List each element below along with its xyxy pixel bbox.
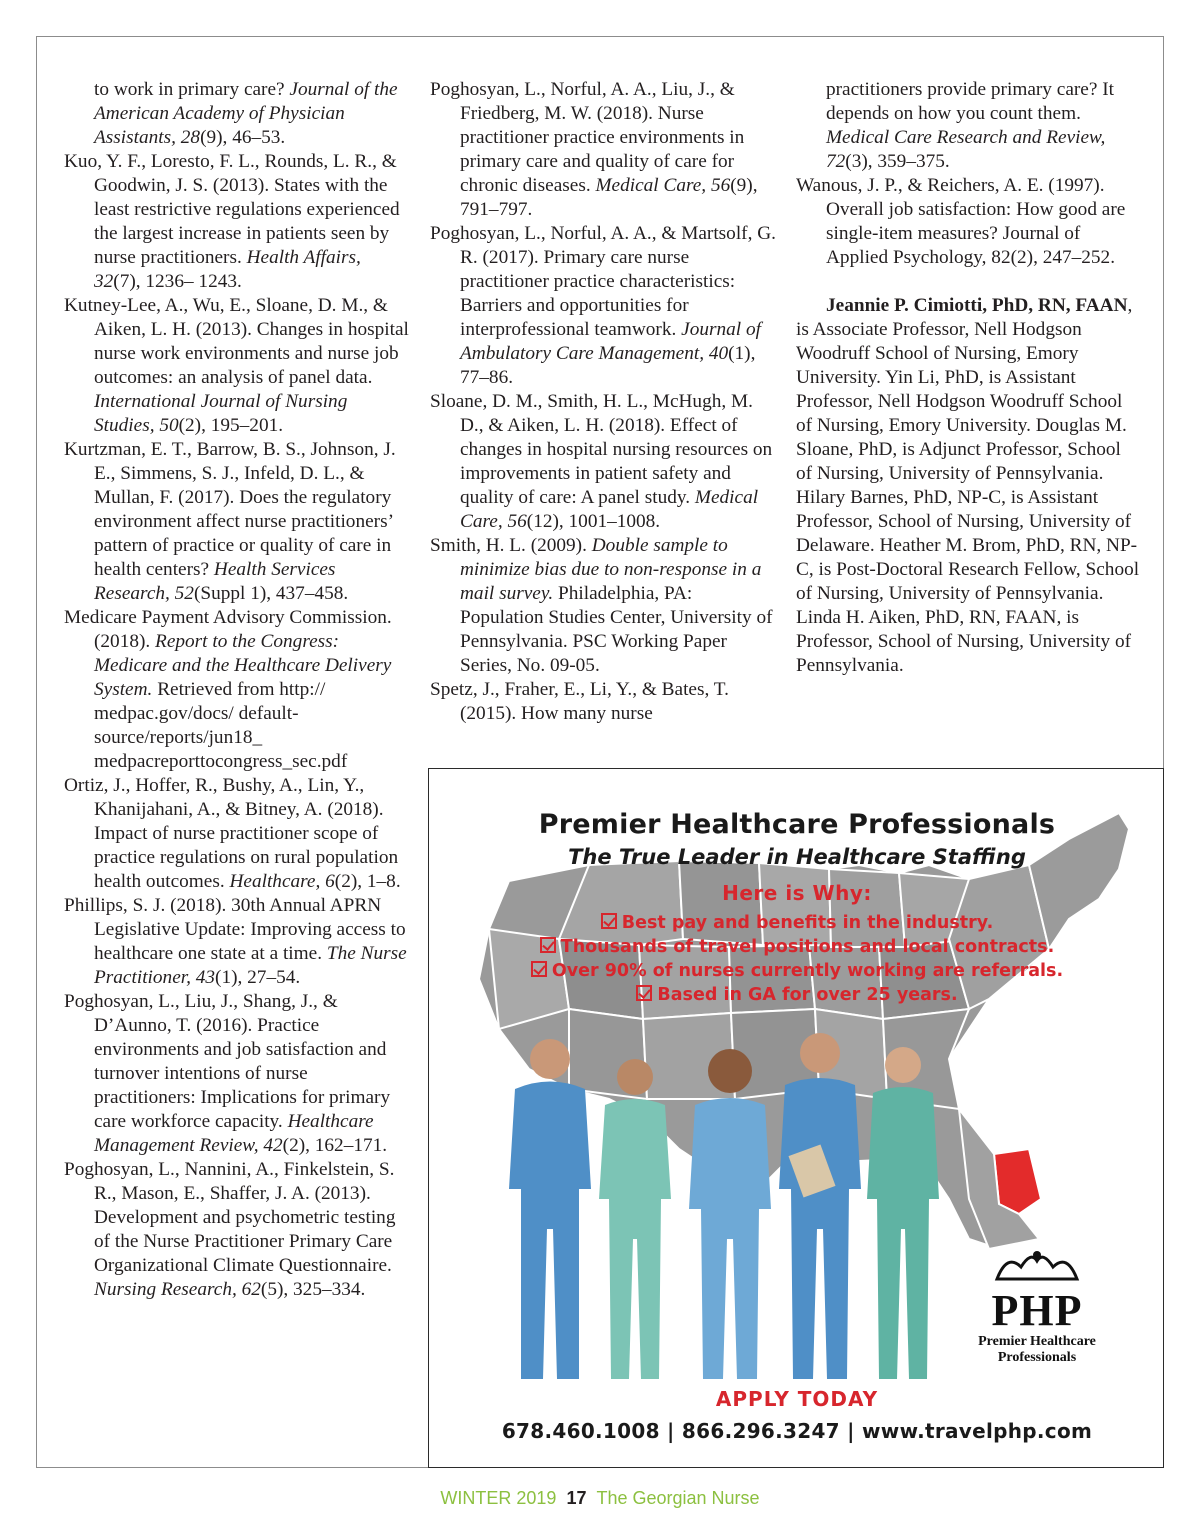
contact-line: 678.460.1008 | 866.296.3247 | www.travelphp.com [501, 1419, 1093, 1443]
reference-entry: Smith, H. L. (2009). Double sample to minimize bias due to non-response in a mail survey. Philadelphia, PA: Population Studies Center, University of Pennsylvania. PSC Working Paper Series, No. 09-05. [430, 535, 773, 676]
reference-entry: Spetz, J., Fraher, E., Li, Y., & Bates, T. (2015). How many nurse [430, 679, 729, 724]
references-column-3 [796, 78, 1140, 678]
author-name: Jeannie P. Cimiotti, PhD, RN, FAAN [826, 295, 1128, 316]
magazine-name: The Georgian Nurse [596, 1488, 760, 1508]
page-footer [0, 1488, 1200, 1509]
nurse-figure [689, 1049, 771, 1379]
ad-why-heading: Here is Why: [722, 881, 872, 905]
ad-title: Premier Healthcare Professionals [538, 809, 1056, 840]
nurses-photo [495, 1019, 965, 1389]
page-number: 17 [566, 1488, 587, 1508]
issue-season: WINTER 2019 [440, 1488, 557, 1508]
ad-bullet: Thousands of travel positions and local contracts. [429, 935, 1164, 959]
reference-entry: practitioners provide primary care? It depends on how you count them. Medical Care Research and Review, 72(3), 359–375. [826, 79, 1115, 172]
nurse-figure [509, 1039, 591, 1379]
reference-entry: Poghosyan, L., Nannini, A., Finkelstein, S. R., Mason, E., Shaffer, J. A. (2013). Development and psychometric testing of the Nurse Practitioner Primary Care Organizational Climate Questionnaire. Nursing Research, 62(5), 325–334. [64, 1159, 396, 1300]
reference-entry: Ortiz, J., Hoffer, R., Bushy, A., Lin, Y., Khanijahani, A., & Bitney, A. (2018). Impact of nurse practitioner scope of practice regulations on rural population health outcomes. Healthcare, 6(2), 1–8. [64, 775, 401, 892]
ad-bullet: Over 90% of nurses currently working are referrals. [429, 959, 1164, 983]
ad-bullet: Best pay and benefits in the industry. [429, 911, 1164, 935]
author-bio: Jeannie P. Cimiotti, PhD, RN, FAAN, is Associate Professor, Nell Hodgson Woodruff School of Nursing, Emory University. Yin Li, PhD, is Assistant Professor, Nell Hodgson Woodruff School of Nursing, Emory University. Douglas M. Sloane, PhD, is Adjunct Professor, School of Nursing, University of Pennsylvania. Hilary Barnes, PhD, NP-C, is Assistant Professor, School of Nursing, University of Delaware. Heather M. Brom, PhD, RN, NP-C, is Post-Doctoral Research Fellow, School of Nursing, University of Pennsylvania. Linda H. Aiken, PhD, RN, FAAN, is Professor, School of Nursing, University of Pennsylvania. [796, 295, 1140, 676]
php-logo: PHP Premier Healthcare Professionals [967, 1247, 1107, 1366]
references-column-1 [64, 78, 410, 1302]
checkbox-icon [636, 985, 652, 1001]
checkbox-icon [601, 913, 617, 929]
reference-entry: Kurtzman, E. T., Barrow, B. S., Johnson, J. E., Simmens, S. J., Infeld, D. L., & Mullan, F. (2017). Does the regulatory environment affect nurse practitioners’ pattern of practice or quality of care in health centers? Health Services Research, 52(Suppl 1), 437–458. [64, 439, 396, 604]
reference-entry: Poghosyan, L., Norful, A. A., & Martsolf, G. R. (2017). Primary care nurse practitioner practice characteristics: Barriers and opportunities for interprofessional teamwork. Journal of Ambulatory Care Management, 40(1), 77–86. [430, 223, 776, 388]
nurse-figure [599, 1059, 671, 1379]
references-column-2 [430, 78, 778, 726]
reference-entry: Poghosyan, L., Liu, J., Shang, J., & D’Aunno, T. (2016). Practice environments and job satisfaction and turnover intentions of nurse practitioners: Implications for primary care workforce capacity. Healthcare Management Review, 42(2), 162–171. [64, 991, 391, 1156]
reference-entry: Kutney-Lee, A., Wu, E., Sloane, D. M., & Aiken, L. H. (2013). Changes in hospital nurse work environments and nurse job outcomes: an analysis of panel data. International Journal of Nursing Studies, 50(2), 195–201. [64, 295, 409, 436]
advertisement [428, 768, 1164, 1468]
nurse-figure [779, 1033, 861, 1379]
ad-bullet-list [429, 911, 1164, 1007]
nurse-figure [867, 1047, 939, 1379]
reference-entry: Sloane, D. M., Smith, H. L., McHugh, M. D., & Aiken, L. H. (2018). Effect of changes in hospital nursing resources on improvements in patient safety and quality of care: A panel study. Medical Care, 56(12), 1001–1008. [430, 391, 773, 532]
reference-entry: Wanous, J. P., & Reichers, A. E. (1997). Overall job satisfaction: How good are single-item measures? Journal of Applied Psychology, 82(2), 247–252. [796, 175, 1126, 268]
reference-entry: Kuo, Y. F., Loresto, F. L., Rounds, L. R., & Goodwin, J. S. (2013). States with the least restrictive regulations experienced the largest increase in patients seen by nurse practitioners. Health Affairs, 32(7), 1236– 1243. [64, 151, 400, 292]
reference-entry: Medicare Payment Advisory Commission. (2018). Report to the Congress: Medicare and the Healthcare Delivery System. Retrieved from http:// medpac.gov/docs/ default-source/reports/jun18_ medpacreporttocongress_sec.pdf [64, 607, 392, 772]
crown-ornament-icon [987, 1247, 1087, 1283]
ad-subtitle: The True Leader in Healthcare Staffing [568, 845, 1026, 869]
reference-entry: Poghosyan, L., Norful, A. A., Liu, J., & Friedberg, M. W. (2018). Nurse practitioner practice environments in primary care and quality of care for chronic diseases. Medical Care, 56(9), 791–797. [430, 79, 758, 220]
checkbox-icon [540, 937, 556, 953]
ad-bullet: Based in GA for over 25 years. [429, 983, 1164, 1007]
apply-today-label: APPLY TODAY [715, 1387, 879, 1411]
checkbox-icon [531, 961, 547, 977]
reference-entry: Phillips, S. J. (2018). 30th Annual APRN Legislative Update: Improving access to healthcare one state at a time. The Nurse Practitioner, 43(1), 27–54. [64, 895, 407, 988]
reference-entry: to work in primary care? Journal of the American Academy of Physician Assistants, 28(9), 46–53. [94, 79, 398, 148]
